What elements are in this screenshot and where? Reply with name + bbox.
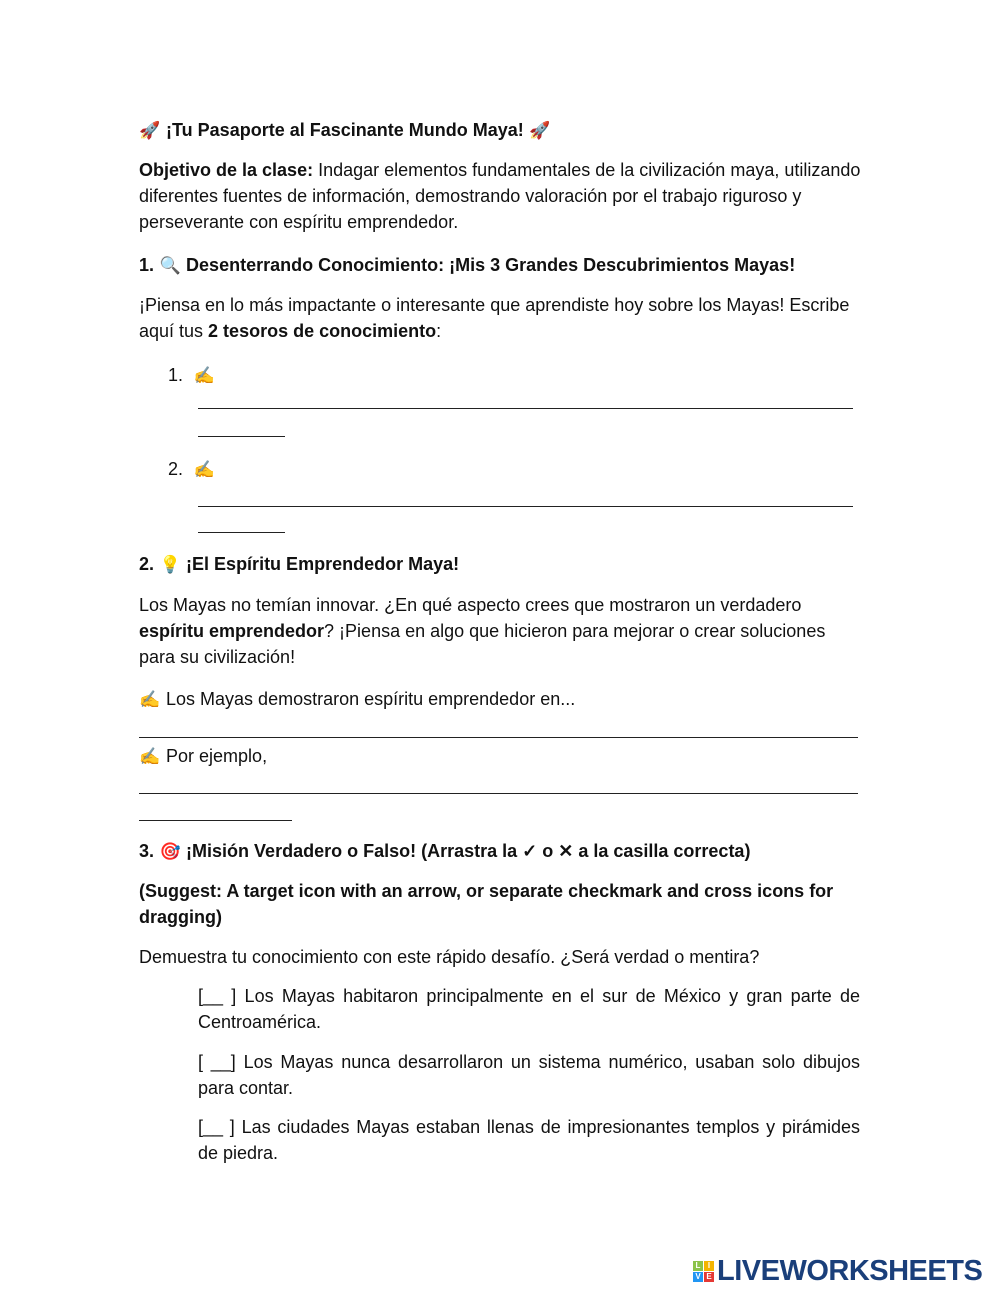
- cube-letter: V: [693, 1272, 703, 1282]
- para-text: ¡Piensa en lo más impactante o interesante que aprendiste hoy sobre los Mayas! Escribe aquí tus: [139, 295, 850, 341]
- title-text: ¡Tu Pasaporte al Fascinante Mundo Maya!: [166, 120, 524, 140]
- suggest-note: (Suggest: A target icon with an arrow, or separate checkmark and cross icons for dragging): [139, 881, 834, 927]
- section3-heading: [139, 838, 861, 865]
- title-text: ¡Misión Verdadero o Falso! (Arrastra la: [186, 841, 523, 861]
- title-text: a la casilla correcta): [573, 841, 751, 861]
- writing-hand-icon: ✍: [193, 366, 215, 385]
- logo-text: LIVEWORKSHEETS: [717, 1255, 983, 1287]
- discovery-item-2: [168, 456, 890, 483]
- item-number: 1.: [168, 365, 184, 385]
- rocket-icon: 🚀: [529, 121, 551, 140]
- drop-box[interactable]: [ __]: [198, 1052, 236, 1072]
- objective-text: Indagar elementos fundamentales de la civilización maya, utilizando diferentes fuentes de información, demostrando valoración por el trabajo riguroso y perseverante con espíritu emprendedor.: [139, 160, 861, 232]
- statement-3: [198, 1114, 860, 1166]
- lightbulb-icon: 💡: [159, 555, 181, 574]
- para-text: ? ¡Piensa en algo que hicieron para mejorar o crear soluciones para su civilización!: [139, 621, 826, 667]
- section1-title: Desenterrando Conocimiento: ¡Mis 3 Grandes Descubrimientos Mayas!: [186, 255, 796, 275]
- para-text: Los Mayas no temían innovar. ¿En qué aspecto crees que mostraron un verdadero: [139, 595, 802, 615]
- statement-text: Las ciudades Mayas estaban llenas de impresionantes templos y pirámides de piedra.: [198, 1117, 860, 1163]
- objective: [139, 157, 861, 235]
- target-icon: 🎯: [159, 842, 181, 861]
- writing-hand-icon: ✍: [193, 460, 215, 479]
- section1-heading: [139, 252, 861, 279]
- answer-line-2[interactable]: [198, 506, 853, 507]
- answer-line-1[interactable]: [198, 408, 853, 409]
- para-bold: espíritu emprendedor: [139, 621, 325, 641]
- answer-line-4-cont[interactable]: [139, 820, 292, 821]
- drop-box[interactable]: [__ ]: [198, 986, 237, 1006]
- answer-line-2-cont[interactable]: [198, 532, 285, 533]
- section2-paragraph: [139, 592, 861, 670]
- statement-text: Los Mayas habitaron principalmente en el sur de México y gran parte de Centroamérica.: [198, 986, 860, 1032]
- answer-line-4[interactable]: [139, 793, 858, 794]
- rocket-icon: 🚀: [139, 121, 161, 140]
- section3-intro: Demuestra tu conocimiento con este rápido desafío. ¿Será verdad o mentira?: [139, 947, 760, 967]
- prompt-2: [139, 743, 861, 770]
- magnifier-icon: 🔍: [159, 256, 181, 275]
- worksheet-title: [139, 117, 861, 144]
- prompt-text: Por ejemplo,: [166, 746, 268, 766]
- prompt-text: Los Mayas demostraron espíritu emprendedor en...: [166, 689, 576, 709]
- item-number: 2.: [168, 459, 184, 479]
- logo-cube-icon: [693, 1261, 714, 1282]
- cube-letter: L: [693, 1261, 703, 1271]
- objective-label: Objetivo de la clase:: [139, 160, 314, 180]
- statement-text: Los Mayas nunca desarrollaron un sistema numérico, usaban solo dibujos para contar.: [198, 1052, 860, 1098]
- cross-icon: ✕: [558, 841, 574, 861]
- section-number: 3.: [139, 841, 155, 861]
- section1-paragraph: [139, 292, 861, 344]
- statement-1: [198, 983, 860, 1035]
- prompt-1: [139, 686, 861, 713]
- discovery-item-1: [168, 362, 890, 389]
- section-number: 1.: [139, 255, 155, 275]
- section-number: 2.: [139, 554, 155, 574]
- liveworksheets-logo: [693, 1255, 982, 1288]
- para-text: :: [436, 321, 442, 341]
- writing-hand-icon: ✍: [139, 747, 161, 766]
- cube-letter: E: [704, 1272, 714, 1282]
- checkmark-icon: ✓: [522, 841, 538, 861]
- writing-hand-icon: ✍: [139, 690, 161, 709]
- section2-title: ¡El Espíritu Emprendedor Maya!: [186, 554, 460, 574]
- cube-letter: I: [704, 1261, 714, 1271]
- section2-heading: [139, 551, 861, 578]
- answer-line-3[interactable]: [139, 737, 858, 738]
- drop-box[interactable]: [__ ]: [198, 1117, 235, 1137]
- para-bold: 2 tesoros de conocimiento: [208, 321, 437, 341]
- title-text: o: [537, 841, 559, 861]
- answer-line-1-cont[interactable]: [198, 436, 285, 437]
- statement-2: [198, 1049, 860, 1101]
